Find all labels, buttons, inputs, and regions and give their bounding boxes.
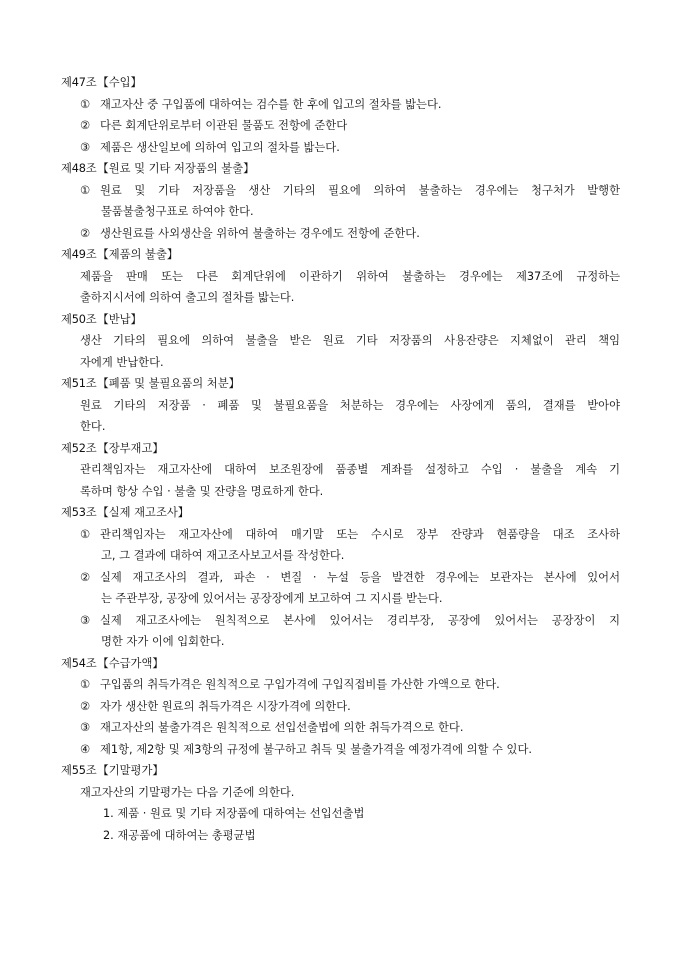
article-title <box>0 373 680 395</box>
paragraph-number: ④ <box>80 742 91 756</box>
article-body-line <box>0 481 680 503</box>
paragraph-line <box>0 223 680 245</box>
article-heading: 【반납】 <box>97 312 142 326</box>
article-title <box>0 502 680 524</box>
article-body-text: 한다. <box>80 420 106 433</box>
paragraph-number: ③ <box>80 613 91 627</box>
paragraph-text: 관리책임자는 재고자산에 대하여 매기말 또는 수시로 장부 잔량과 현품량을 대조 조사하 <box>100 527 620 541</box>
paragraph-number: ① <box>80 678 91 691</box>
article-number: 제55조 <box>61 764 97 777</box>
list-item: 2. 재공품에 대하여는 총평균법 <box>103 828 256 842</box>
paragraph-number: ① <box>80 527 91 541</box>
article-title <box>0 244 680 266</box>
article-body-line <box>0 395 680 417</box>
article-body-line <box>0 459 680 481</box>
paragraph-text: 원료 및 기타 저장품을 생산 기타의 필요에 의하여 불출하는 경우에는 청구처가 발행한 <box>100 183 620 197</box>
paragraph-text: 실제 재고조사에는 원칙적으로 본사에 있어서는 경리부장, 공장에 있어서는 공장장이 지 <box>100 613 620 627</box>
paragraph-line <box>0 567 680 589</box>
article-heading: 【수급가액】 <box>97 656 164 670</box>
paragraph-text: 제1항, 제2항 및 제3항의 규정에 불구하고 취득 및 불출가격을 예정가격에 의할 수 있다. <box>100 742 532 756</box>
paragraph-line <box>0 717 680 739</box>
paragraph-text: 실제 재고조사의 결과, 파손 · 변질 · 누설 등을 발견한 경우에는 보관자는 본사에 있어서 <box>100 570 620 584</box>
article-body-line <box>0 782 680 804</box>
article-body-line <box>0 330 680 352</box>
paragraph-line <box>0 115 680 137</box>
paragraph-line <box>0 180 680 202</box>
paragraph-number: ① <box>80 183 91 197</box>
article-body-line <box>0 416 680 438</box>
paragraph-number: ② <box>80 226 91 240</box>
paragraph-text: 다른 회계단위로부터 이관된 물품도 전항에 준한다 <box>100 119 348 132</box>
article-number: 제50조 <box>61 312 97 326</box>
article-title <box>0 72 680 94</box>
article-number: 제47조 <box>61 76 97 89</box>
article-title <box>0 653 680 675</box>
paragraph-number: ① <box>80 97 91 111</box>
paragraph-line <box>0 137 680 159</box>
article-body-text: 자에게 반납한다. <box>80 355 164 369</box>
paragraph-line <box>0 696 680 718</box>
paragraph-text: 재고자산의 불출가격은 원칙적으로 선입선출법에 의한 취득가격으로 한다. <box>100 721 464 734</box>
paragraph-line <box>0 739 680 761</box>
article-heading: 【기말평가】 <box>97 764 164 777</box>
paragraph-number: ② <box>80 119 91 132</box>
article-body-text: 관리책임자는 재고자산에 대하여 보조원장에 품종별 계좌를 설정하고 수입 · 불출을 계속 기 <box>80 463 620 476</box>
paragraph-text: 생산원료를 사외생산을 위하여 불출하는 경우에도 전항에 준한다. <box>100 226 420 240</box>
paragraph-text: 재고자산 중 구입품에 대하여는 검수를 한 후에 입고의 절차를 밟는다. <box>100 97 442 111</box>
regulation-document <box>0 72 680 846</box>
article-body-text: 원료 기타의 저장품 · 폐품 및 불필요품을 처분하는 경우에는 사장에게 품의, 결재를 받아야 <box>80 398 620 412</box>
article-heading: 【폐품 및 불필요품의 처분】 <box>97 377 240 390</box>
article-number: 제54조 <box>61 656 97 670</box>
article-body-text: 록하며 항상 수입 · 불출 및 잔량을 명료하게 한다. <box>80 484 324 498</box>
article-number: 제48조 <box>61 162 97 175</box>
paragraph-number: ② <box>80 570 91 584</box>
article-body-line <box>0 287 680 309</box>
article-body-line <box>0 352 680 374</box>
article-number: 제52조 <box>61 441 97 455</box>
article-body-text: 생산 기타의 필요에 의하여 불출을 받은 원료 기타 저장품의 사용잔량은 지체없이 관리 책임 <box>80 334 620 347</box>
article-heading: 【실제 재고조사】 <box>97 506 190 519</box>
paragraph-line <box>0 610 680 632</box>
article-body-text: 재고자산의 기말평가는 다음 기준에 의한다. <box>80 785 295 799</box>
article-number: 제53조 <box>61 506 97 519</box>
paragraph-line <box>0 524 680 546</box>
paragraph-number: ② <box>80 699 91 713</box>
article-title <box>0 309 680 331</box>
article-heading: 【제품의 불출】 <box>97 248 179 261</box>
paragraph-text: 자가 생산한 원료의 취득가격은 시장가격에 의한다. <box>100 699 351 713</box>
article-title <box>0 158 680 180</box>
article-body-text: 제품을 판매 또는 다른 회계단위에 이관하기 위하여 불출하는 경우에는 제37조에 규정하는 <box>80 269 620 283</box>
paragraph-text: 제품은 생산일보에 의하여 입고의 절차를 밟는다. <box>100 140 340 154</box>
list-item: 1. 제품 · 원료 및 기타 저장품에 대하여는 선입선출법 <box>103 807 365 820</box>
article-heading: 【원료 및 기타 저장품의 불출】 <box>97 162 255 175</box>
paragraph-number: ③ <box>80 721 91 734</box>
article-title <box>0 760 680 782</box>
article-heading: 【수입】 <box>97 76 142 89</box>
paragraph-continuation: 물품불출청구표로 하여야 한다. <box>101 205 254 218</box>
article-heading: 【장부재고】 <box>97 441 164 455</box>
paragraph-continuation: 는 주관부장, 공장에 있어서는 공장장에게 보고하여 그 지시를 받는다. <box>101 592 443 605</box>
article-body-line <box>0 266 680 288</box>
paragraph-line <box>0 94 680 116</box>
paragraph-continuation: 고, 그 결과에 대하여 재고조사보고서를 작성한다. <box>101 549 345 562</box>
paragraph-line <box>0 674 680 696</box>
article-title <box>0 438 680 460</box>
paragraph-text: 구입품의 취득가격은 원칙적으로 구입가격에 구입직접비를 가산한 가액으로 한다. <box>100 678 500 691</box>
article-number: 제49조 <box>61 248 97 261</box>
article-body-text: 출하지시서에 의하여 출고의 절차를 밟는다. <box>80 291 295 304</box>
paragraph-number: ③ <box>80 140 91 154</box>
paragraph-continuation: 명한 자가 이에 입회한다. <box>101 635 225 648</box>
article-number: 제51조 <box>61 377 97 390</box>
